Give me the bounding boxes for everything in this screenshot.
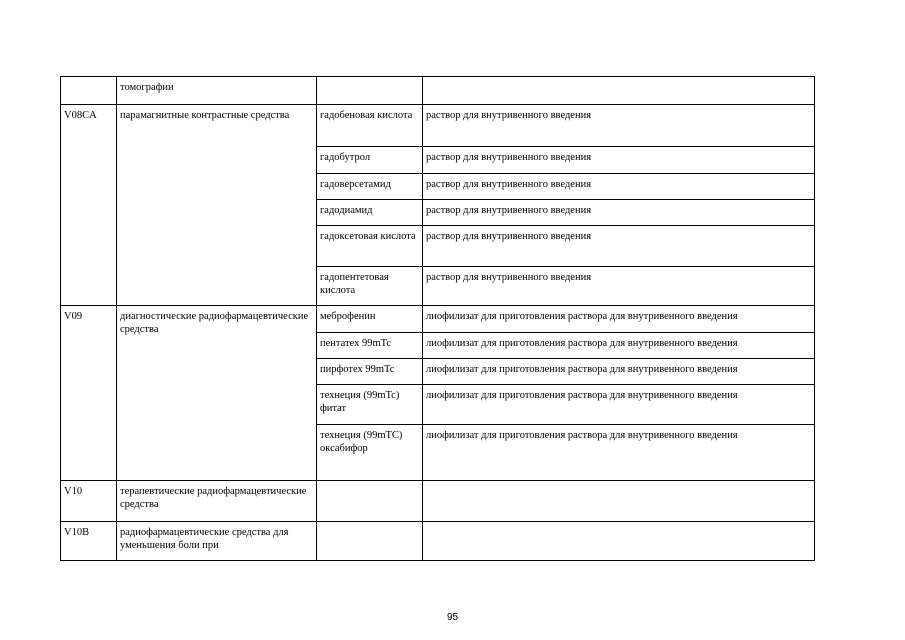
inn-cell: гадоксетовая кислота [317, 226, 423, 267]
table-row [61, 77, 815, 105]
inn-cell [317, 522, 423, 561]
form-cell: лиофилизат для приготовления раствора для внутривенного введения [423, 306, 815, 333]
atc-code-cell: V08CA [61, 105, 117, 306]
inn-cell: гадобеновая кислота [317, 105, 423, 147]
form-cell: лиофилизат для приготовления раствора для внутривенного введения [423, 359, 815, 385]
drug-table [60, 76, 815, 561]
form-cell: раствор для внутривенного введения [423, 105, 815, 147]
inn-cell: гадобутрол [317, 147, 423, 174]
inn-cell: пентатех 99mTc [317, 333, 423, 359]
form-cell: раствор для внутривенного введения [423, 174, 815, 200]
form-cell: лиофилизат для приготовления раствора для внутривенного введения [423, 425, 815, 481]
form-cell [423, 481, 815, 522]
form-cell [423, 77, 815, 105]
atc-code-cell: V10B [61, 522, 117, 561]
form-cell: лиофилизат для приготовления раствора для внутривенного введения [423, 333, 815, 359]
page-number: 95 [446, 612, 459, 623]
table-row [61, 522, 815, 561]
inn-cell: технеция (99mTc) фитат [317, 385, 423, 425]
atc-code-cell: V10 [61, 481, 117, 522]
inn-cell: меброфенин [317, 306, 423, 333]
inn-cell: пирфотех 99mTc [317, 359, 423, 385]
form-cell: лиофилизат для приготовления раствора для внутривенного введения [423, 385, 815, 425]
table-row [61, 306, 815, 333]
group-cell: терапевтические радиофармацевтические средства [117, 481, 317, 522]
inn-cell [317, 77, 423, 105]
group-cell: парамагнитные контрастные средства [117, 105, 317, 306]
atc-code-cell: V09 [61, 306, 117, 481]
form-cell: раствор для внутривенного введения [423, 267, 815, 306]
group-cell: диагностические радиофармацевтические средства [117, 306, 317, 481]
form-cell [423, 522, 815, 561]
group-cell: томографии [117, 77, 317, 105]
inn-cell: гадоверсетамид [317, 174, 423, 200]
atc-code-cell [61, 77, 117, 105]
inn-cell: гадодиамид [317, 200, 423, 226]
form-cell: раствор для внутривенного введения [423, 226, 815, 267]
inn-cell: гадопентетовая кислота [317, 267, 423, 306]
table-row [61, 105, 815, 147]
form-cell: раствор для внутривенного введения [423, 147, 815, 174]
group-cell: радиофармацевтические средства для уменьшения боли при [117, 522, 317, 561]
inn-cell: технеция (99mTC) оксабифор [317, 425, 423, 481]
table-row [61, 481, 815, 522]
form-cell: раствор для внутривенного введения [423, 200, 815, 226]
inn-cell [317, 481, 423, 522]
